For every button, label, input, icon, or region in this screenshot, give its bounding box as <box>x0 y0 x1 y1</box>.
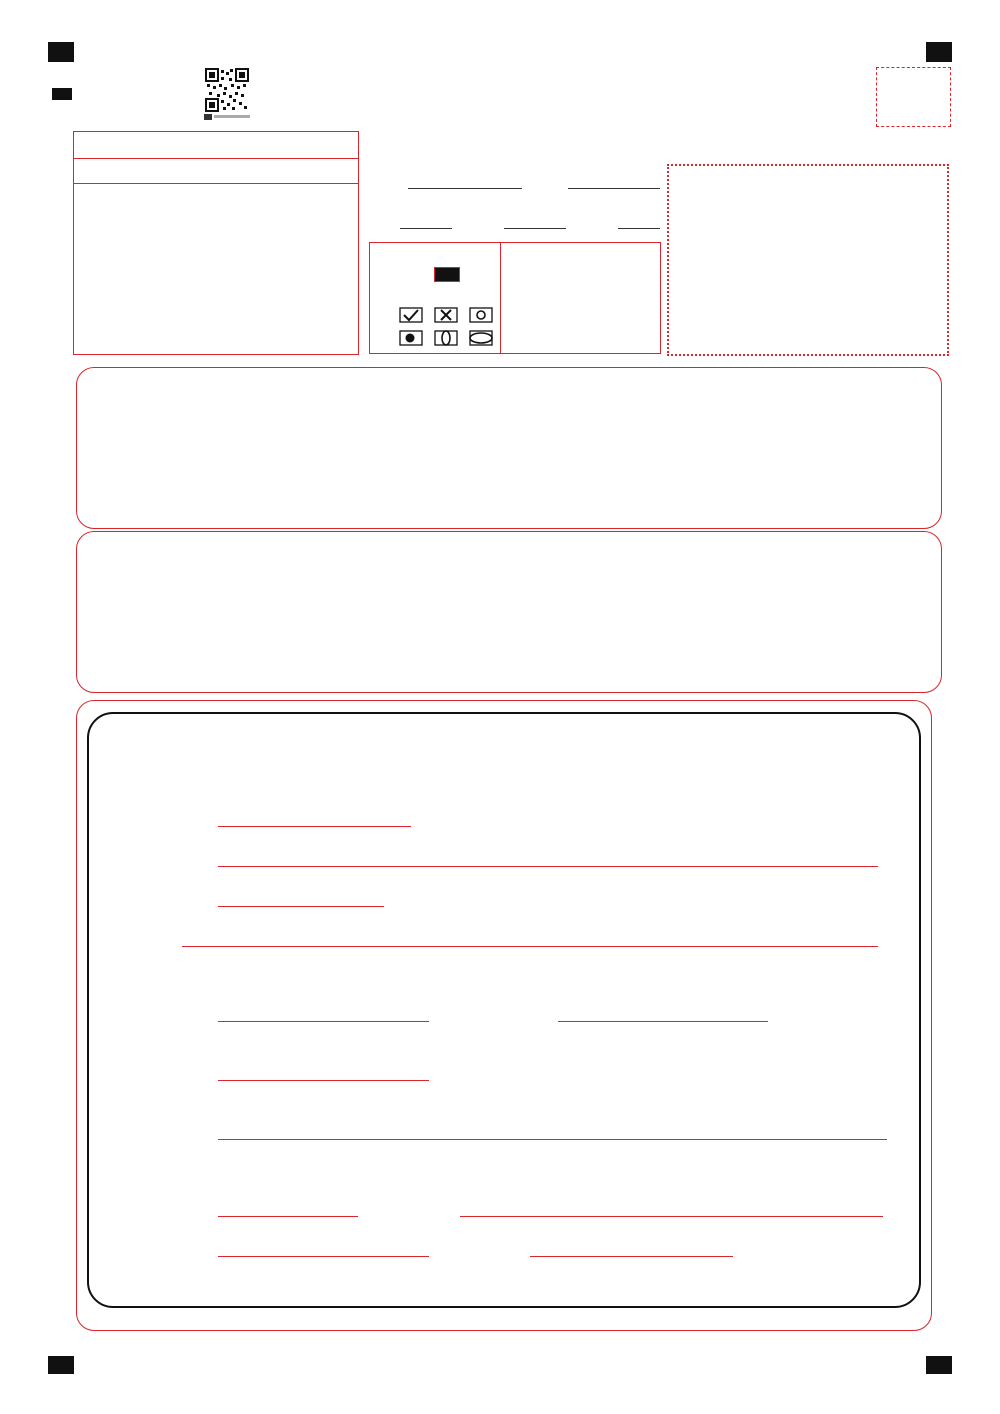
wrong-fill-samples <box>398 306 498 350</box>
barcode-area <box>667 164 949 356</box>
seat-input-line[interactable] <box>618 228 660 229</box>
name-input-line[interactable] <box>568 188 660 189</box>
timing-mark-top-right <box>926 42 952 62</box>
school-input-line[interactable] <box>408 188 522 189</box>
q27-part3-answer-line[interactable] <box>218 1080 429 1081</box>
timing-mark-bottom-right <box>926 1356 952 1374</box>
fill-example-divider <box>500 242 501 354</box>
q27-part1-answer-line[interactable] <box>218 1021 429 1022</box>
student-id-title-divider <box>73 158 359 159</box>
q26-part2-answer-line[interactable] <box>218 866 878 867</box>
section1-box <box>76 367 942 529</box>
absent-box[interactable] <box>876 67 951 127</box>
qr-code <box>205 68 249 112</box>
correct-fill-sample <box>434 267 460 282</box>
timing-mark-bottom-left <box>48 1356 74 1374</box>
exam-room-input-line[interactable] <box>504 228 566 229</box>
q26-part4-answer-line[interactable] <box>182 946 878 947</box>
left-mark-1 <box>52 88 72 100</box>
q28-part2-answer-line[interactable] <box>460 1216 883 1217</box>
student-id-block <box>73 131 359 355</box>
q26-part1-answer-line[interactable] <box>218 826 411 827</box>
section2-box <box>76 531 942 693</box>
timing-mark-top-left <box>48 42 74 62</box>
q28-part4-answer-line[interactable] <box>530 1256 733 1257</box>
qr-caption-bar <box>214 115 250 118</box>
q28-part3-answer-line[interactable] <box>218 1256 429 1257</box>
q27-part2-answer-line[interactable] <box>558 1021 768 1022</box>
student-id-entry-divider <box>73 183 359 184</box>
qr-caption-logo <box>204 114 212 120</box>
q27-part4-answer-line[interactable] <box>218 1139 887 1140</box>
q26-part3-answer-line[interactable] <box>218 906 384 907</box>
section3-inner-box <box>87 712 921 1308</box>
q28-part1-answer-line[interactable] <box>218 1216 358 1217</box>
class-input-line[interactable] <box>400 228 452 229</box>
